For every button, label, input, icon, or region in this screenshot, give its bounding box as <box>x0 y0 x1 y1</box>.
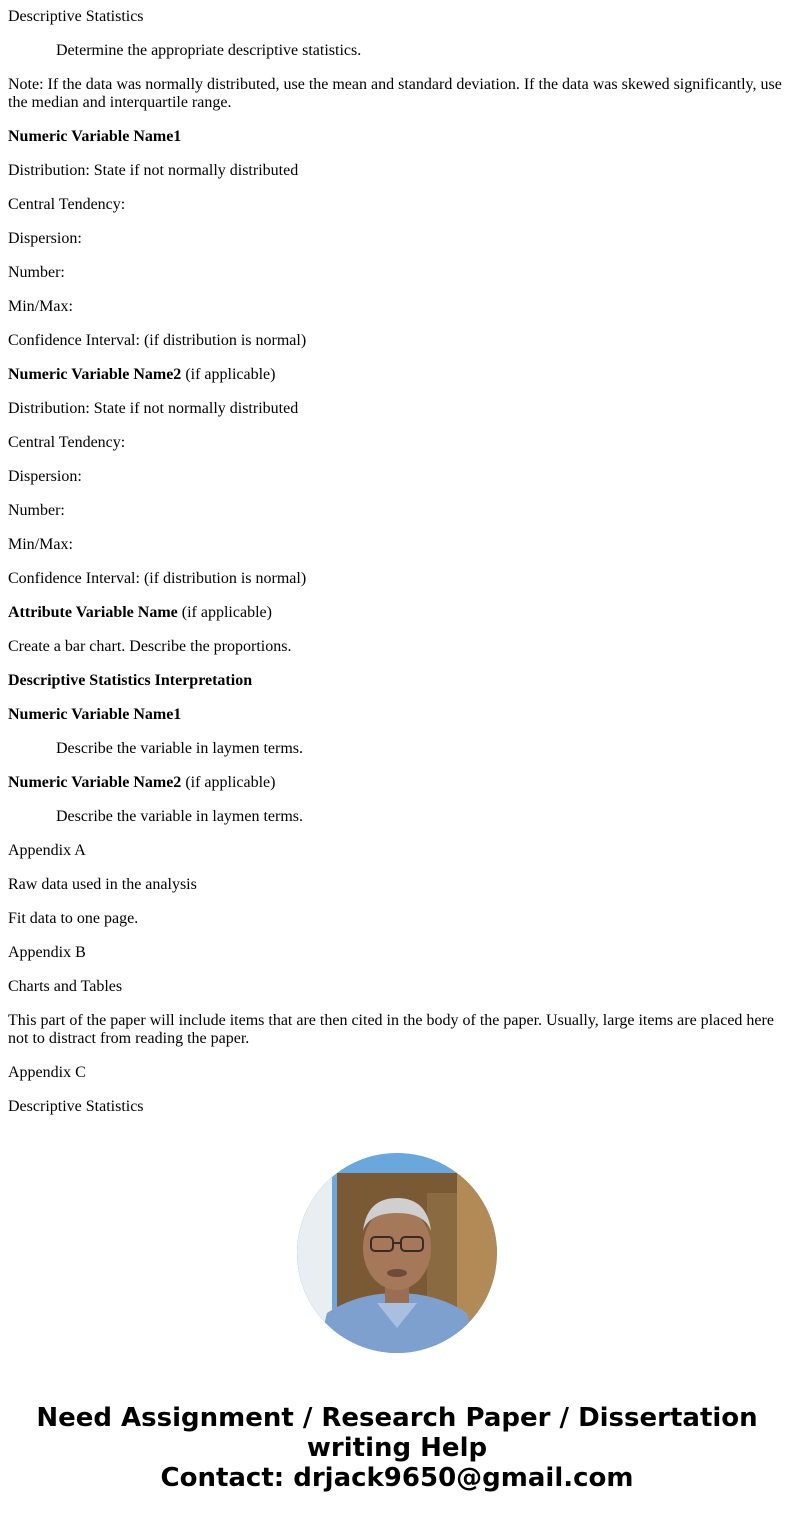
doc-heading: Numeric Variable Name2 (if applicable) <box>8 774 276 791</box>
footer-contact: Contact: drjack9650@gmail.com <box>160 1463 634 1493</box>
doc-note: Note: If the data was normally distributed, use the mean and standard deviation. If the data was skewed significantly, use the median and interquartile range. <box>8 76 782 111</box>
doc-heading: Descriptive Statistics Interpretation <box>8 672 253 689</box>
doc-line: Fit data to one page. <box>8 910 139 927</box>
doc-line: Central Tendency: <box>8 434 126 451</box>
footer-line-1: Need Assignment / Research Paper / Dissertation <box>36 1403 758 1433</box>
doc-line: Descriptive Statistics <box>8 1098 144 1115</box>
doc-line: Confidence Interval: (if distribution is normal) <box>8 570 307 587</box>
doc-line: Appendix B <box>8 944 86 961</box>
doc-heading: Numeric Variable Name1 <box>8 128 182 145</box>
doc-heading: Numeric Variable Name2 (if applicable) <box>8 366 276 383</box>
doc-line: Distribution: State if not normally distributed <box>8 162 299 179</box>
doc-line: Raw data used in the analysis <box>8 876 197 893</box>
doc-line: Dispersion: <box>8 230 82 247</box>
promo-footer <box>0 1403 794 1493</box>
doc-line: Appendix A <box>8 842 86 859</box>
doc-line: Determine the appropriate descriptive statistics. <box>56 42 362 59</box>
doc-line: Descriptive Statistics <box>8 8 144 25</box>
portrait-image <box>297 1153 497 1353</box>
doc-line: Distribution: State if not normally distributed <box>8 400 299 417</box>
author-photo <box>297 1153 497 1353</box>
doc-line: This part of the paper will include items that are then cited in the body of the paper. Usually, large items are placed here not to distract from reading the paper. <box>8 1012 774 1047</box>
doc-line: Min/Max: <box>8 298 73 315</box>
doc-line: Min/Max: <box>8 536 73 553</box>
doc-line: Describe the variable in laymen terms. <box>56 808 304 825</box>
doc-line: Number: <box>8 264 65 281</box>
doc-line: Appendix C <box>8 1064 86 1081</box>
doc-line: Confidence Interval: (if distribution is normal) <box>8 332 307 349</box>
doc-line: Charts and Tables <box>8 978 123 995</box>
doc-line: Describe the variable in laymen terms. <box>56 740 304 757</box>
footer-line-2: writing Help <box>306 1433 488 1463</box>
doc-line: Number: <box>8 502 65 519</box>
doc-line: Dispersion: <box>8 468 82 485</box>
doc-line: Create a bar chart. Describe the proportions. <box>8 638 292 655</box>
doc-heading: Attribute Variable Name (if applicable) <box>8 604 272 621</box>
doc-heading: Numeric Variable Name1 <box>8 706 182 723</box>
doc-line: Central Tendency: <box>8 196 126 213</box>
